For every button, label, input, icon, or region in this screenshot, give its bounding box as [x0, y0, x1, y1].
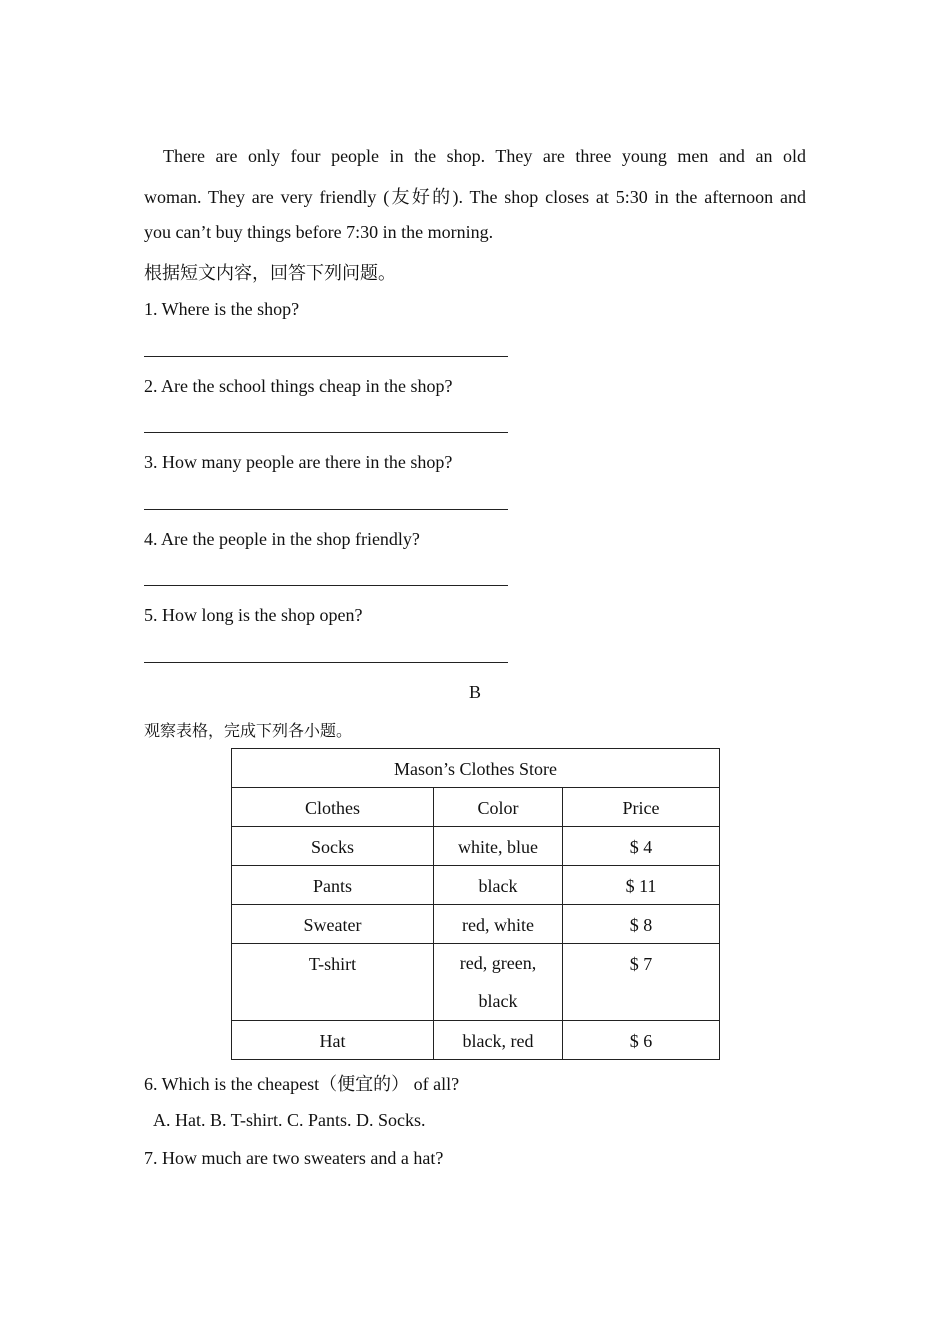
answer-line-4[interactable] [144, 585, 508, 586]
cell-color-line-2: black [478, 991, 518, 1011]
passage-line-2: woman. They are very friendly (友好的). The shop closes at 5:30 in the afternoon and [144, 187, 806, 207]
cell-clothes: Sweater [232, 905, 434, 944]
section-b-instruction: 观察表格，完成下列各小题。 [144, 723, 353, 740]
header-clothes: Clothes [232, 788, 434, 827]
answer-line-2[interactable] [144, 432, 508, 433]
table-title: Mason’s Clothes Store [232, 749, 720, 788]
cell-price: $ 11 [563, 866, 720, 905]
question-3: 3. How many people are there in the shop? [144, 452, 453, 472]
question-6: 6. Which is the cheapest（便宜的） of all? [144, 1074, 460, 1094]
question-5: 5. How long is the shop open? [144, 605, 363, 625]
answer-line-1[interactable] [144, 356, 508, 357]
section-b-heading: B [468, 682, 481, 702]
section-a-instruction: 根据短文内容，回答下列问题。 [144, 263, 396, 283]
table-header-row [232, 788, 720, 827]
cell-price: $ 7 [563, 944, 720, 1021]
answer-line-5[interactable] [144, 662, 508, 663]
question-7: 7. How much are two sweaters and a hat? [144, 1148, 444, 1168]
cell-clothes: Hat [232, 1021, 434, 1060]
table-row [232, 1021, 720, 1060]
question-2: 2. Are the school things cheap in the shop? [144, 376, 453, 396]
question-1: 1. Where is the shop? [144, 299, 300, 319]
cell-color: black, red [434, 1021, 563, 1060]
table-row [232, 866, 720, 905]
cell-color: black [434, 866, 563, 905]
cell-clothes: Pants [232, 866, 434, 905]
cell-color-line-1: red, green, [459, 953, 537, 973]
table-title-row [232, 749, 720, 788]
header-color: Color [434, 788, 563, 827]
question-4: 4. Are the people in the shop friendly? [144, 529, 420, 549]
passage-line-3: you can’t buy things before 7:30 in the morning. [144, 222, 494, 242]
clothes-store-table [231, 748, 720, 1060]
cell-color [434, 944, 563, 1021]
passage-line-1: There are only four people in the shop. They are three young men and an old [163, 146, 806, 166]
answer-line-3[interactable] [144, 509, 508, 510]
cell-price: $ 4 [563, 827, 720, 866]
cell-color: red, white [434, 905, 563, 944]
cell-color: white, blue [434, 827, 563, 866]
cell-price: $ 6 [563, 1021, 720, 1060]
table-row [232, 944, 720, 1021]
cell-price: $ 8 [563, 905, 720, 944]
cell-clothes: Socks [232, 827, 434, 866]
cell-clothes: T-shirt [232, 944, 434, 1021]
header-price: Price [563, 788, 720, 827]
table-row [232, 827, 720, 866]
table-row [232, 905, 720, 944]
question-6-options: A. Hat. B. T-shirt. C. Pants. D. Socks. [153, 1110, 426, 1130]
